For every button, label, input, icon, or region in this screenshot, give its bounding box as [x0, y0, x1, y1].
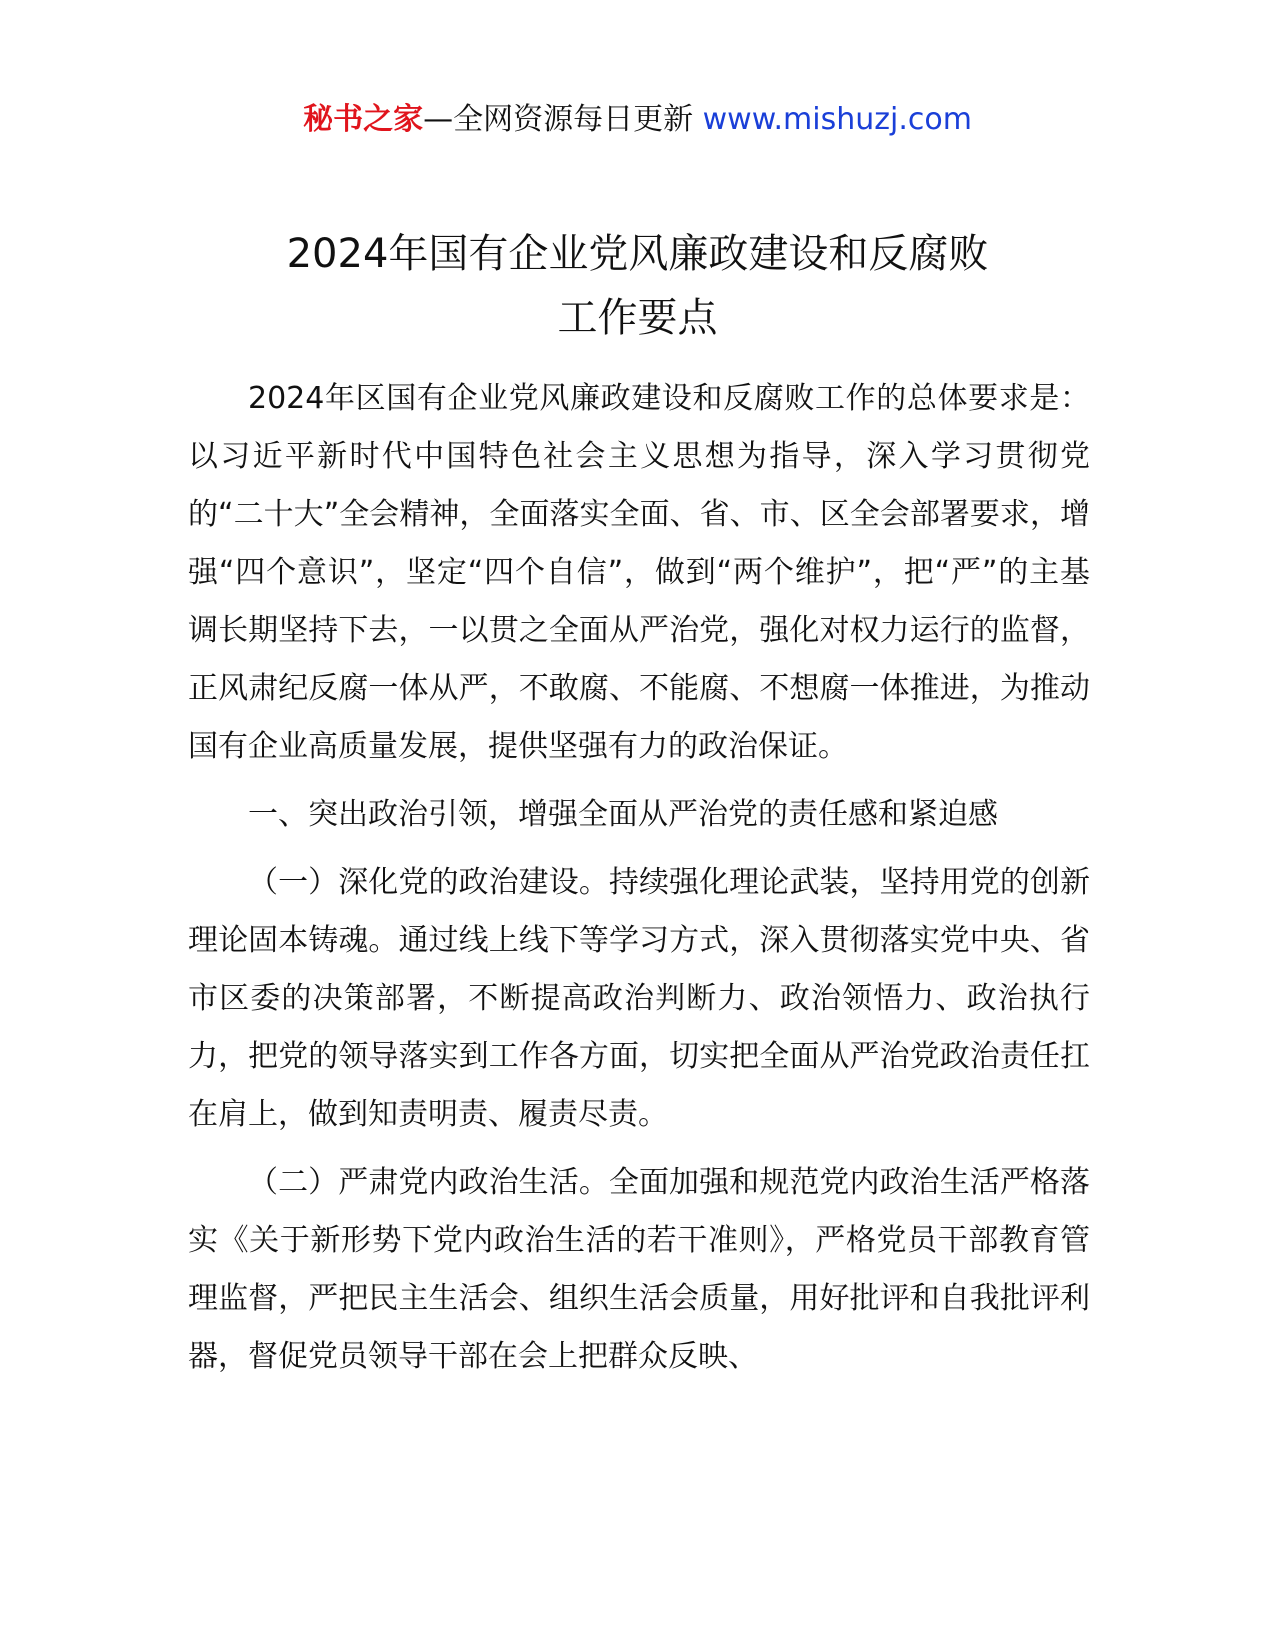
document-title-line-2: 工作要点 — [557, 295, 718, 341]
site-header — [0, 100, 1275, 140]
site-tagline: —全网资源每日更新 — [423, 102, 694, 137]
section-heading-1: 一、突出政治引领，增强全面从严治党的责任感和紧迫感 — [248, 797, 998, 832]
document-body — [188, 370, 1090, 1386]
site-brand: 秘书之家 — [303, 102, 424, 137]
site-url-link[interactable]: www.mishuzj.com — [702, 102, 972, 137]
document-title-line-1: 2024年国有企业党风廉政建设和反腐败 — [286, 231, 989, 277]
subsection-paragraph-1: （一）深化党的政治建设。持续强化理论武装，坚持用党的创新理论固本铸魂。通过线上线下等学习方式，深入贯彻落实党中央、省市区委的决策部署，不断提高政治判断力、政治领悟力、政治执行力，把党的领导落实到工作各方面，切实把全面从严治党政治责任扛在肩上，做到知责明责、履责尽责。 — [188, 865, 1090, 1132]
intro-paragraph: 2024年区国有企业党风廉政建设和反腐败工作的总体要求是：以习近平新时代中国特色社会主义思想为指导，深入学习贯彻党的“二十大”全会精神，全面落实全面、省、市、区全会部署要求，增强“四个意识”，坚定“四个自信”，做到“两个维护”，把“严”的主基调长期坚持下去，一以贯之全面从严治党，强化对权力运行的监督，正风肃纪反腐一体从严，不敢腐、不能腐、不想腐一体推进，为推动国有企业高质量发展，提供坚强有力的政治保证。 — [188, 381, 1090, 764]
document-title — [0, 222, 1275, 350]
subsection-paragraph-2: （二）严肃党内政治生活。全面加强和规范党内政治生活严格落实《关于新形势下党内政治生活的若干准则》，严格党员干部教育管理监督，严把民主生活会、组织生活会质量，用好批评和自我批评利器，督促党员领导干部在会上把群众反映、 — [188, 1165, 1090, 1374]
